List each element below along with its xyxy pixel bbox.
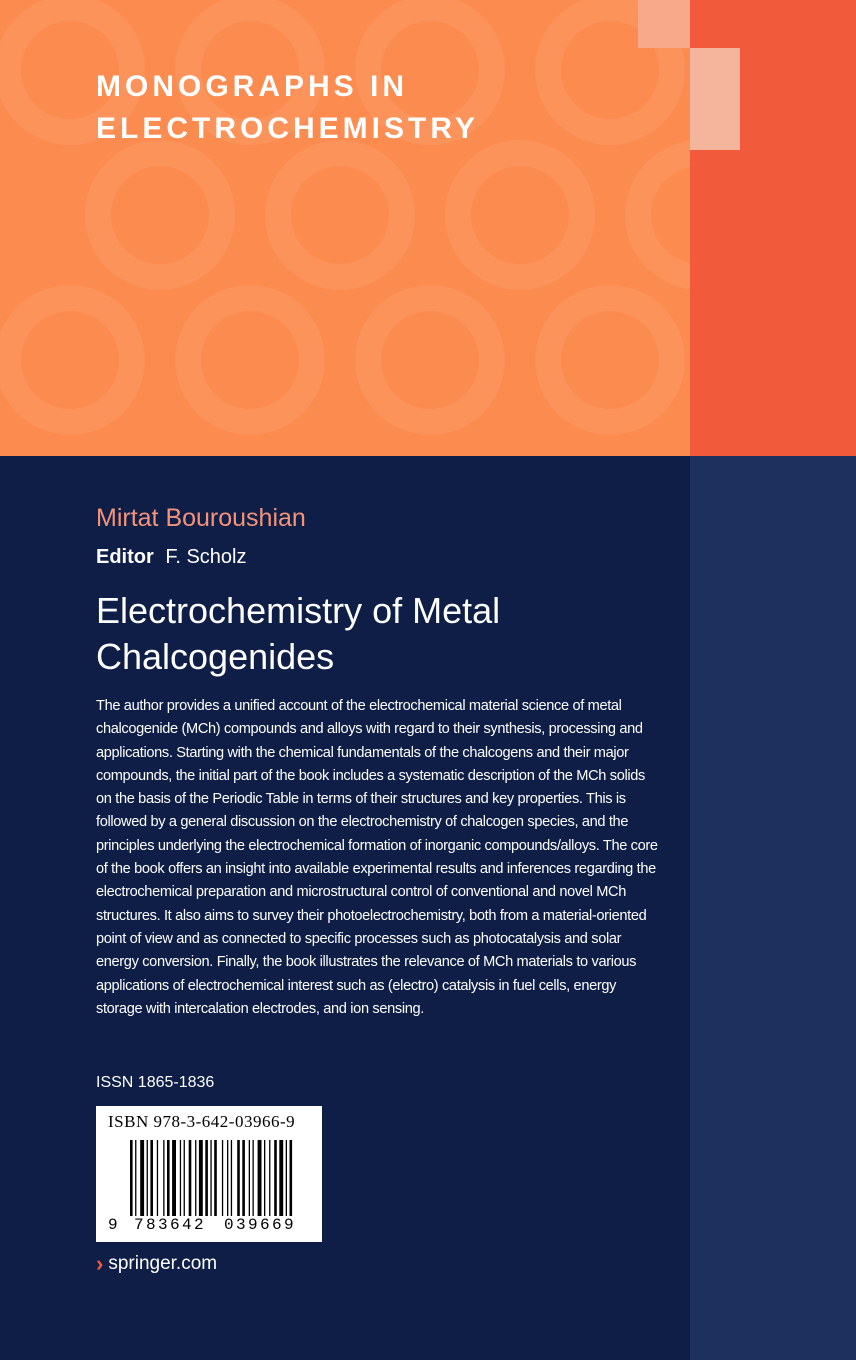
chevron-right-icon: ›: [96, 1251, 104, 1276]
barcode-bar: [195, 1140, 196, 1216]
cover-top-band: [0, 0, 856, 456]
barcode-bar: [274, 1140, 277, 1216]
barcode-bar: [157, 1140, 158, 1216]
barcode-bar: [199, 1140, 203, 1216]
barcode-bar: [189, 1140, 192, 1216]
barcode-bar: [264, 1140, 265, 1216]
author-name: Mirtat Bouroushian: [96, 504, 306, 532]
editor-line: [96, 546, 247, 569]
barcode-bar: [147, 1140, 148, 1216]
barcode-bar: [249, 1140, 250, 1216]
isbn-label: ISBN 978-3-642-03966-9: [108, 1112, 296, 1131]
barcode-digit-lead: 9: [108, 1216, 118, 1234]
barcode-bar: [237, 1140, 240, 1216]
barcode-bar: [167, 1140, 170, 1216]
barcode-bar: [222, 1140, 223, 1216]
publisher-link[interactable]: [96, 1251, 217, 1277]
barcode-bar: [227, 1140, 228, 1216]
spine-blue-block: [690, 456, 856, 1360]
barcode-bar: [135, 1140, 136, 1216]
barcode-bar: [242, 1140, 245, 1216]
barcode-bar: [150, 1140, 153, 1216]
barcode-bar: [180, 1140, 181, 1216]
barcode-bar: [214, 1140, 217, 1216]
decor-square: [638, 0, 690, 48]
barcode-bar: [130, 1140, 133, 1216]
barcode-bar: [172, 1140, 176, 1216]
book-description: The author provides a unified account of the electrochemical material science of metal chalcogenide (MCh) compounds and alloys with regard to their synthesis, processing and applications. Starting with the chemical fundamentals of the chalcogens and their major compounds, the initial part of the book includes a systematic description of the MCh solids on the basis of the Periodic Table in terms of their structures and key properties. This is followed by a general discussion on the electrochemistry of chalcogen species, and the principles underlying the electrochemical formation of inorganic compounds/alloys. The core of the book offers an insight into available experimental results and inferences regarding the electrochemical preparation and microstructural control of conventional and novel MCh structures. It also aims to survey their photoelectrochemistry, both from a material-oriented point of view and as connected to specific processes such as photocatalysis and solar energy conversion. Finally, the book illustrates the relevance of MCh materials to various applications of electrochemical interest such as (electro) catalysis in fuel cells, energy storage with intercalation electrodes, and ion sensing.: [96, 698, 658, 1017]
barcode-bar: [286, 1140, 287, 1216]
issn-number: ISSN 1865-1836: [96, 1074, 215, 1091]
barcode-bar: [163, 1140, 164, 1216]
series-title-line: ELECTROCHEMISTRY: [96, 112, 479, 145]
series-title-line: MONOGRAPHS IN: [96, 70, 409, 103]
book-title-line: Electrochemistry of Metal: [96, 590, 501, 631]
barcode-bar: [205, 1140, 208, 1216]
publisher-link-text: springer.com: [108, 1253, 218, 1274]
decor-square: [690, 48, 740, 150]
editor-name: F. Scholz: [165, 546, 247, 568]
barcode-bar: [290, 1140, 293, 1216]
barcode-bar: [184, 1140, 185, 1216]
barcode-digit-group: 783642: [134, 1216, 207, 1234]
barcode-digit-group: 039669: [224, 1216, 297, 1234]
barcode-bar: [210, 1140, 211, 1216]
barcode-bar: [258, 1140, 262, 1216]
barcode-bar: [279, 1140, 283, 1216]
barcode-bar: [253, 1140, 254, 1216]
series-title: [96, 66, 479, 150]
book-title: [96, 588, 656, 680]
isbn-barcode: [96, 1106, 322, 1242]
editor-label: Editor: [96, 546, 154, 568]
book-title-line: Chalcogenides: [96, 636, 335, 677]
barcode-bar: [269, 1140, 270, 1216]
barcode-bar: [140, 1140, 144, 1216]
barcode-bar: [231, 1140, 232, 1216]
